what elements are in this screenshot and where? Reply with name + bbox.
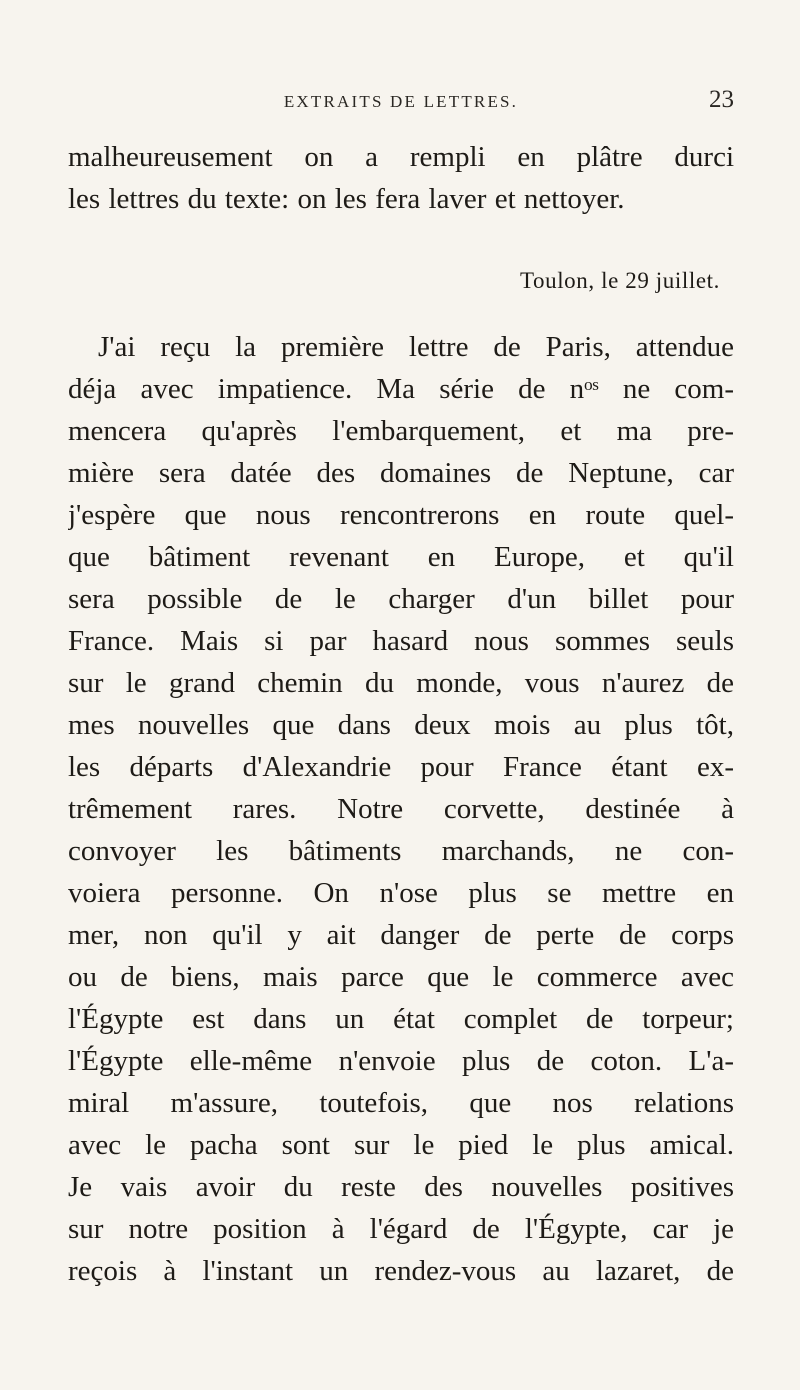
page-number: 23 (709, 86, 734, 113)
letter-line: les départs d'Alexandrie pour France étant ex- (68, 751, 734, 783)
letter-line: reçois à l'instant un rendez-vous au lazaret, de (68, 1255, 734, 1287)
letter-line: déja avec impatience. Ma série de nᵒˢ ne com- (68, 373, 734, 405)
letter-line: l'Égypte est dans un état complet de torpeur; (68, 1003, 734, 1035)
letter-line: miral m'assure, toutefois, que nos relations (68, 1087, 734, 1119)
letter-line: France. Mais si par hasard nous sommes seuls (68, 625, 734, 657)
letter-line: sur notre position à l'égard de l'Égypte, car je (68, 1213, 734, 1245)
letter-line: mes nouvelles que dans deux mois au plus tôt, (68, 709, 734, 741)
letter-line: ou de biens, mais parce que le commerce avec (68, 961, 734, 993)
letter-line: avec le pacha sont sur le pied le plus amical. (68, 1129, 734, 1161)
letter-line: sur le grand chemin du monde, vous n'aurez de (68, 667, 734, 699)
running-head (68, 88, 734, 118)
letter-line: trêmement rares. Notre corvette, destinée à (68, 793, 734, 825)
letter-line: l'Égypte elle-même n'envoie plus de coton. L'a- (68, 1045, 734, 1077)
continuation-line: malheureusement on a rempli en plâtre durci (68, 141, 734, 173)
letter-line: voiera personne. On n'ose plus se mettre en (68, 877, 734, 909)
letter-dateline: Toulon, le 29 juillet. (519, 268, 720, 293)
letter-line: mencera qu'après l'embarquement, et ma pre- (68, 415, 734, 447)
letter-line: sera possible de le charger d'un billet pour (68, 583, 734, 615)
letter-line: que bâtiment revenant en Europe, et qu'il (68, 541, 734, 573)
letter-line: Je vais avoir du reste des nouvelles positives (68, 1171, 734, 1203)
continuation-line: les lettres du texte: on les fera laver et nettoyer. (68, 183, 625, 215)
running-head-title: EXTRAITS DE LETTRES. (283, 92, 519, 111)
letter-line: j'espère que nous rencontrerons en route quel- (68, 499, 734, 531)
letter-line: mière sera datée des domaines de Neptune, car (68, 457, 734, 489)
letter-line: convoyer les bâtiments marchands, ne con- (68, 835, 734, 867)
letter-line: J'ai reçu la première lettre de Paris, attendue (98, 331, 734, 363)
letter-line: mer, non qu'il y ait danger de perte de corps (68, 919, 734, 951)
